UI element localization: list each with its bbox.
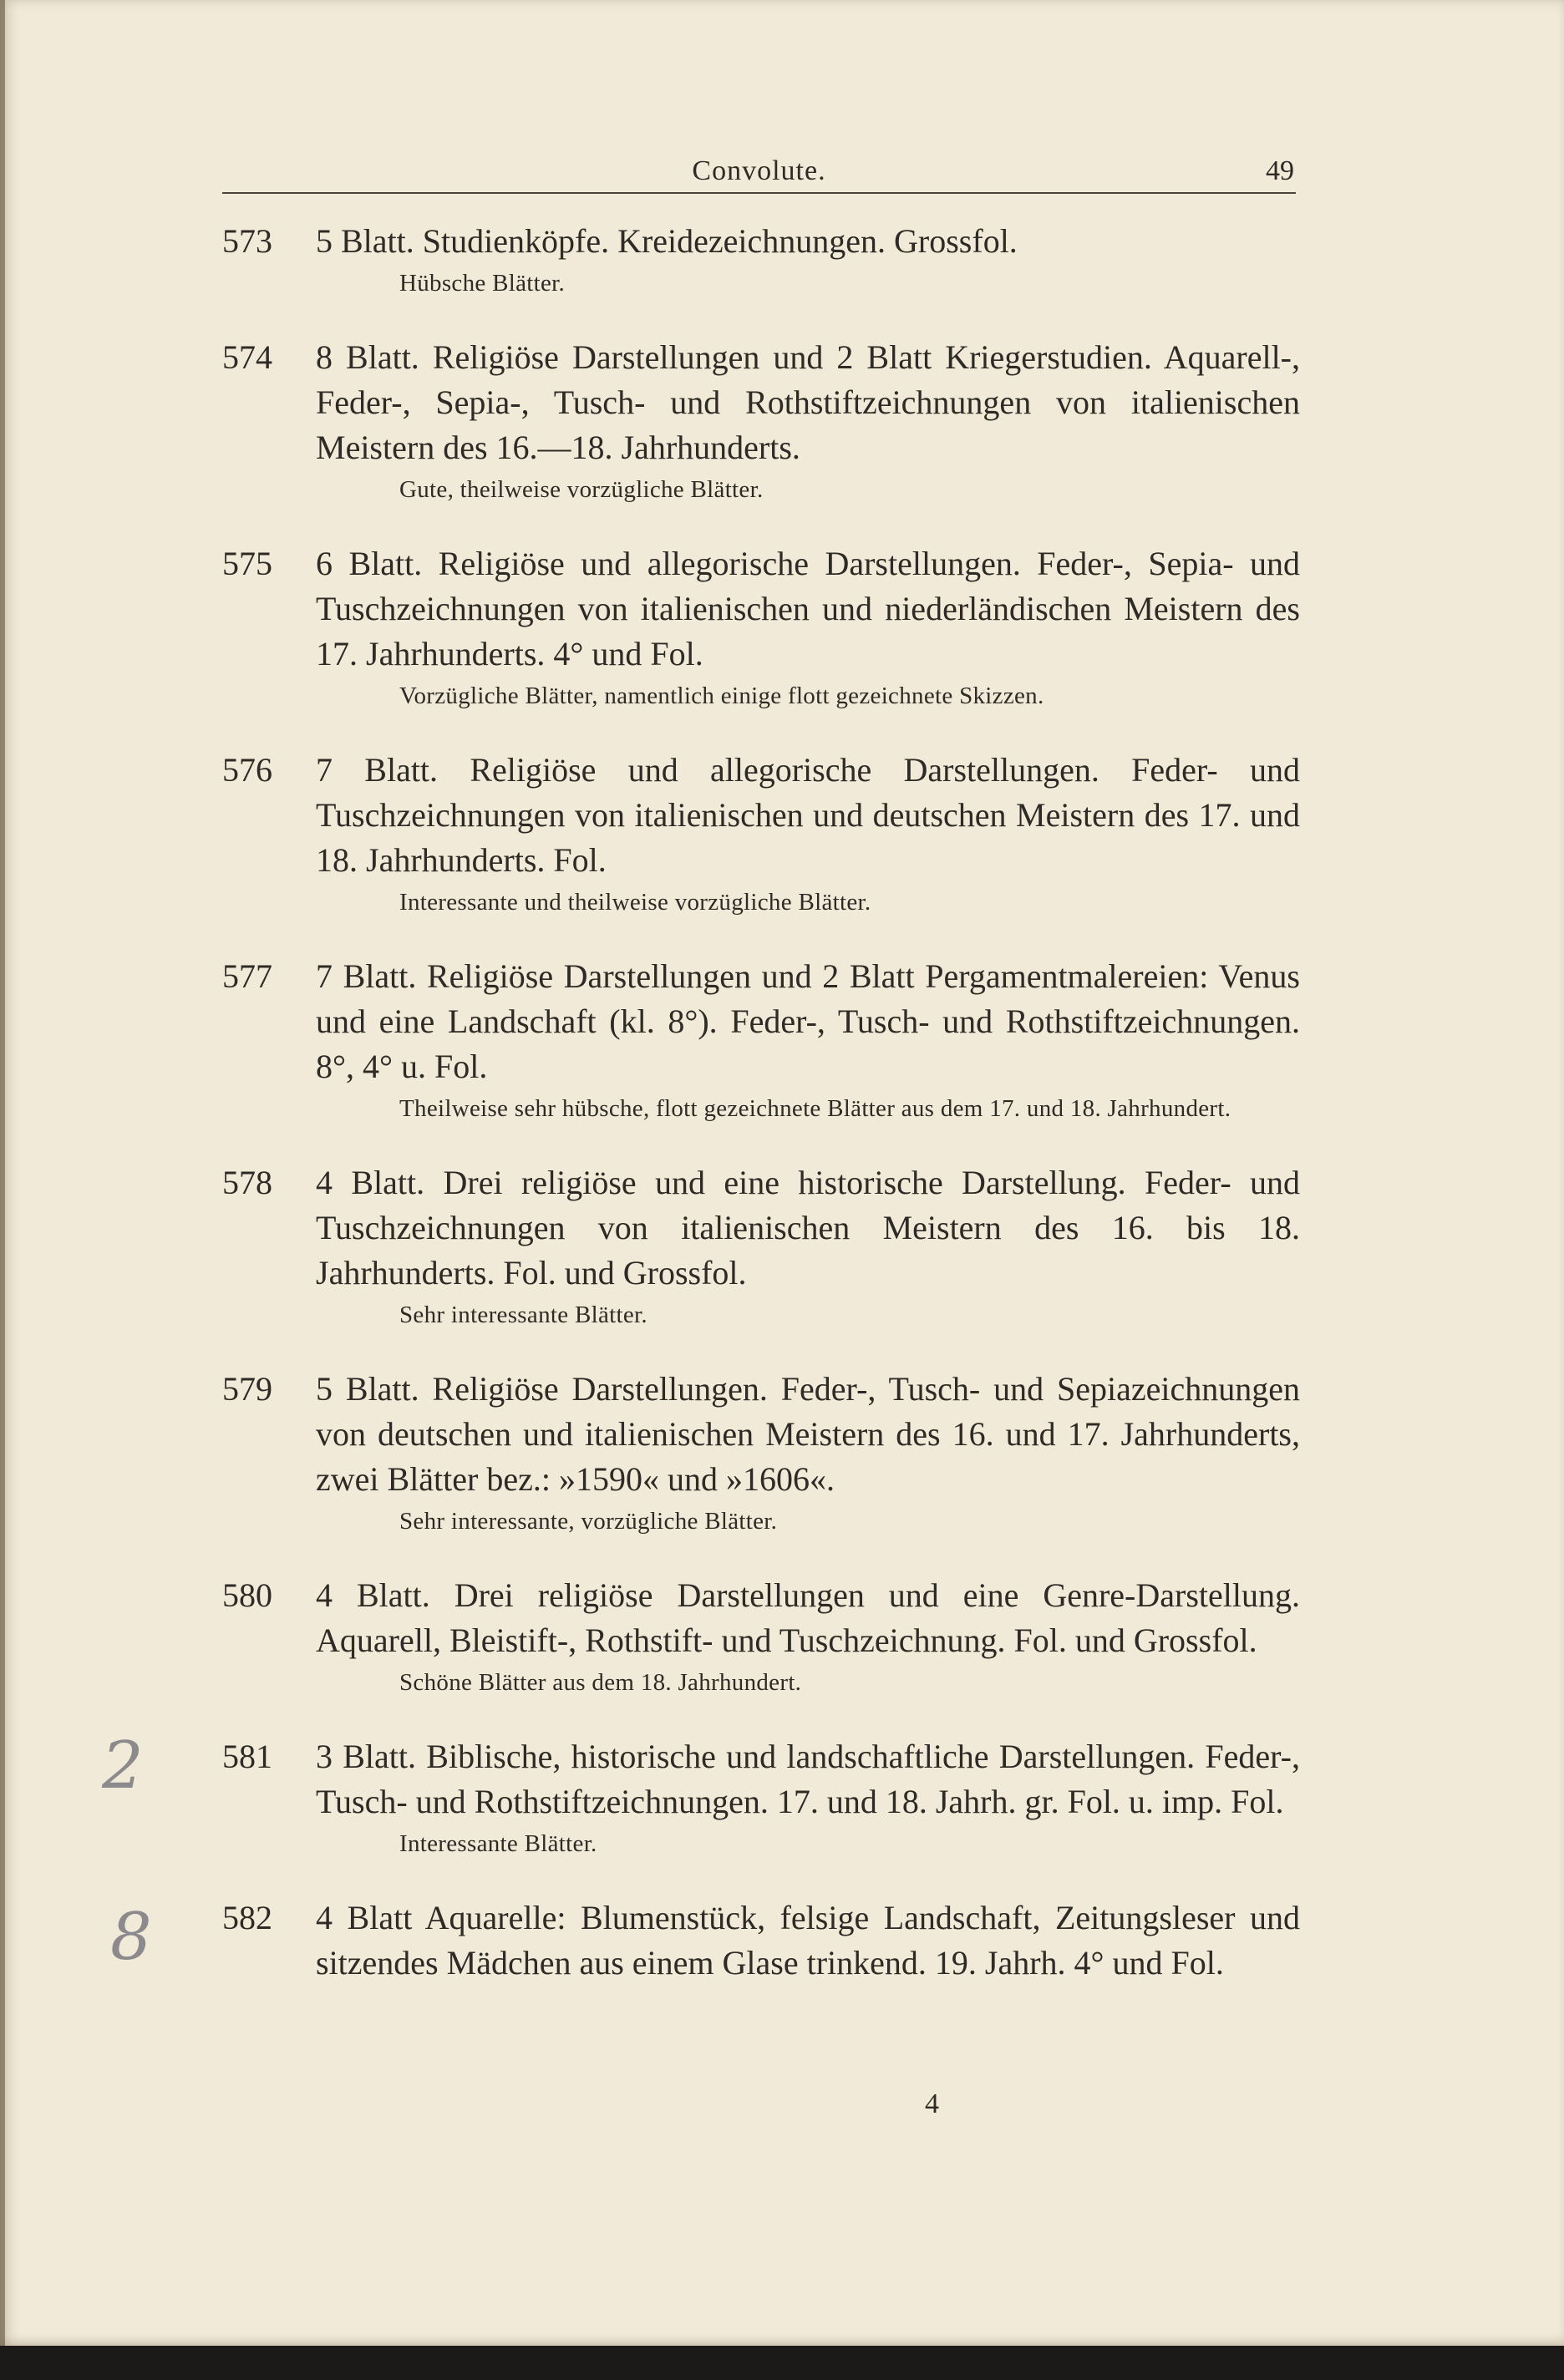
page-number: 49 [1266, 155, 1294, 186]
lot-entry [222, 954, 1300, 1127]
lot-entry [222, 748, 1300, 921]
lot-entry [222, 1573, 1300, 1701]
lot-number: 574 [222, 338, 272, 376]
lot-entry [222, 1895, 1300, 1986]
page-edge-shadow [0, 0, 5, 2346]
lot-remark: Interessante und theilweise vorzügliche Blätter. [399, 889, 871, 916]
lot-description: 6 Blatt. Religiöse und allegorische Darstellungen. Feder-, Sepia- und Tuschzeichnungen von italienischen und niederländischen Meistern des 17. Jahrhunderts. 4° und Fol. [316, 545, 1300, 672]
lot-description: 4 Blatt. Drei religiöse und eine historische Darstellung. Feder- und Tuschzeichnungen von italienischen Meistern des 16. bis 18. Jahrhunderts. Fol. und Grossfol. [316, 1164, 1300, 1291]
lot-remark: Gute, theilweise vorzügliche Blätter. [399, 476, 764, 503]
running-header [222, 155, 1296, 194]
lot-description: 3 Blatt. Biblische, historische und landschaftliche Darstellungen. Feder-, Tusch- und Rothstiftzeichnungen. 17. und 18. Jahrh. gr. Fol. u. imp. Fol. [316, 1738, 1300, 1820]
lot-number: 580 [222, 1576, 272, 1614]
lot-entry [222, 1160, 1300, 1333]
lot-description: 7 Blatt. Religiöse Darstellungen und 2 Blatt Pergamentmalereien: Venus und eine Landschaft (kl. 8°). Feder-, Tusch- und Rothstiftzeichnungen. 8°, 4° u. Fol. [316, 957, 1300, 1085]
lot-description: 5 Blatt. Studienköpfe. Kreidezeichnungen. Grossfol. [316, 222, 1018, 260]
lot-remark: Interessante Blätter. [399, 1830, 597, 1857]
lot-entry [222, 219, 1300, 302]
lot-entry [222, 1367, 1300, 1540]
lot-entry [222, 335, 1300, 508]
lot-number: 581 [222, 1738, 272, 1775]
lot-list [222, 219, 1300, 2019]
lot-number: 575 [222, 545, 272, 582]
lot-description: 8 Blatt. Religiöse Darstellungen und 2 Blatt Kriegerstudien. Aquarell-, Feder-, Sepia-, Tusch- und Rothstiftzeichnungen von italienischen Meistern des 16.—18. Jahrhunderts. [316, 338, 1300, 466]
header-rule [222, 192, 1296, 194]
lot-remark: Theilweise sehr hübsche, flott gezeichnete Blätter aus dem 17. und 18. Jahrhundert. [399, 1095, 1231, 1122]
lot-description: 5 Blatt. Religiöse Darstellungen. Feder-, Tusch- und Sepiazeichnungen von deutschen und italienischen Meistern des 16. und 17. Jahrhunderts, zwei Blätter bez.: »1590« und »1606«. [316, 1370, 1300, 1498]
lot-description: 4 Blatt. Drei religiöse Darstellungen und eine Genre-Darstellung. Aquarell, Bleistift-, Rothstift- und Tuschzeichnung. Fol. und Grossfol. [316, 1576, 1300, 1659]
section-title: Convolute. [692, 155, 826, 186]
lot-description: 7 Blatt. Religiöse und allegorische Darstellungen. Feder- und Tuschzeichnungen von italienischen und deutschen Meistern des 17. und 18. Jahrhunderts. Fol. [316, 751, 1300, 879]
lot-remark: Sehr interessante Blätter. [399, 1302, 647, 1328]
lot-number: 573 [222, 222, 272, 260]
lot-remark: Hübsche Blätter. [399, 270, 566, 297]
handwritten-margin-note: 2 [102, 1728, 144, 1804]
lot-remark: Sehr interessante, vorzügliche Blätter. [399, 1508, 778, 1535]
lot-remark: Schöne Blätter aus dem 18. Jahrhundert. [399, 1669, 802, 1696]
lot-number: 582 [222, 1899, 272, 1936]
signature-mark: 4 [925, 2088, 939, 2119]
lot-number: 576 [222, 751, 272, 789]
lot-remark: Vorzügliche Blätter, namentlich einige flott gezeichnete Skizzen. [399, 683, 1044, 709]
lot-number: 577 [222, 957, 272, 995]
lot-description: 4 Blatt Aquarelle: Blumenstück, felsige Landschaft, Zeitungsleser und sitzendes Mädchen aus einem Glase trinkend. 19. Jahrh. 4° und Fol. [316, 1899, 1300, 1982]
handwritten-margin-note: 8 [110, 1900, 152, 1975]
lot-entry [222, 1734, 1300, 1862]
lot-number: 578 [222, 1164, 272, 1201]
lot-number: 579 [222, 1370, 272, 1408]
lot-entry [222, 541, 1300, 714]
